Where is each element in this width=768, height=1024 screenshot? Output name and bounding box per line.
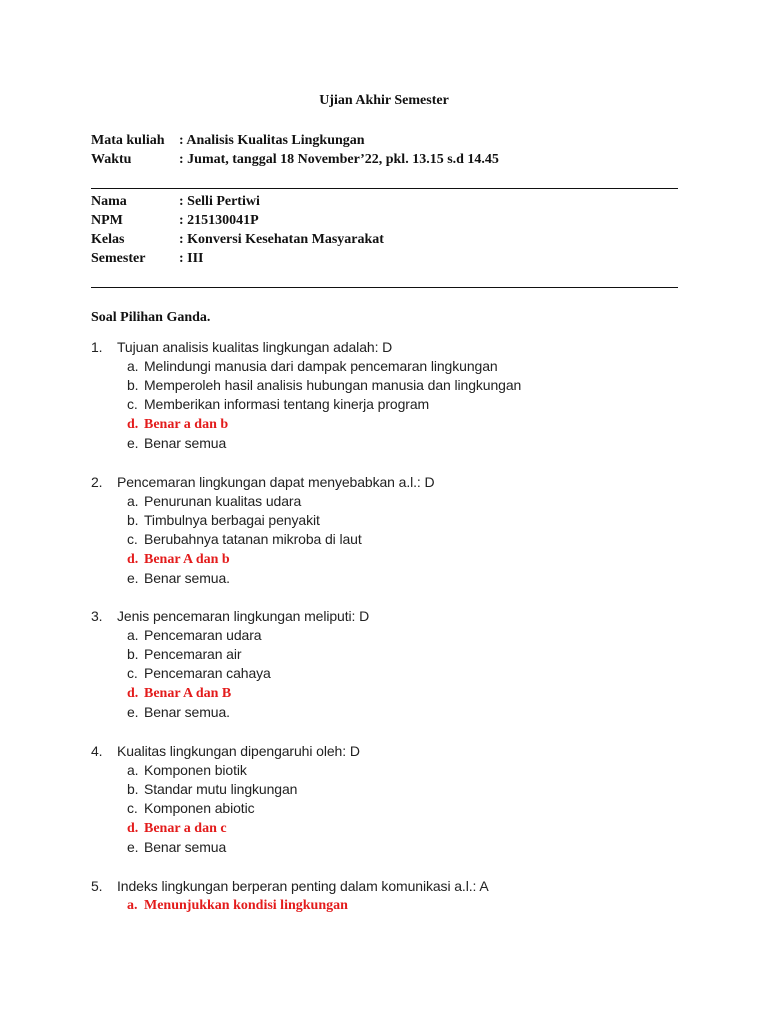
option-b: b. Memperoleh hasil analisis hubungan manusia dan lingkungan (127, 377, 522, 394)
question-1 (91, 338, 691, 453)
option-c: c. Komponen abiotic (127, 800, 255, 817)
option-e: e. Benar semua. (127, 703, 230, 720)
option-a: a. Penurunan kualitas udara (127, 493, 302, 509)
option-b: b. Pencemaran air (127, 646, 242, 663)
semester-label: Semester (91, 251, 146, 266)
course-info (91, 131, 691, 169)
option-e: e. Benar semua (127, 434, 227, 451)
time-row (91, 150, 691, 169)
name-value: : Selli Pertiwi (179, 194, 260, 209)
option-d-selected-answer: d. Benar A dan b (127, 551, 230, 567)
option-c: c. Memberikan informasi tentang kinerja program (127, 396, 430, 413)
option-b: b. Timbulnya berbagai penyakit (127, 512, 320, 529)
semester-value: : III (179, 251, 204, 266)
question-number: 4. (91, 743, 103, 759)
question-prompt: Jenis pencemaran lingkungan meliputi: D (117, 608, 370, 624)
time-value: : Jumat, tanggal 18 November’22, pkl. 13.15 s.d 14.45 (179, 152, 499, 167)
question-text (91, 473, 691, 492)
option-e: e. Benar semua. (127, 569, 230, 586)
question-2 (91, 473, 691, 588)
question-text (91, 742, 691, 761)
divider-bottom (91, 287, 678, 288)
question-text (91, 338, 691, 357)
option-a-selected-answer: a. Menunjukkan kondisi lingkungan (127, 898, 348, 913)
name-label: Nama (91, 194, 127, 209)
option-d-selected-answer: d. Benar a dan c (127, 820, 227, 836)
document-title: Ujian Akhir Semester (319, 93, 449, 108)
question-prompt: Indeks lingkungan berperan penting dalam komunikasi a.l.: A (117, 878, 489, 894)
npm-row (91, 211, 691, 230)
option-d-selected-answer: d. Benar a dan b (127, 416, 229, 432)
option-b: b. Standar mutu lingkungan (127, 781, 298, 798)
question-prompt: Kualitas lingkungan dipengaruhi oleh: D (117, 743, 360, 759)
course-row (91, 131, 691, 150)
class-label: Kelas (91, 232, 125, 247)
option-d-selected-answer: d. Benar A dan B (127, 685, 232, 701)
question-5 (91, 877, 691, 915)
question-number: 3. (91, 608, 103, 624)
time-label: Waktu (91, 152, 132, 167)
question-4 (91, 742, 691, 857)
option-a: a. Komponen biotik (127, 762, 247, 778)
course-value: : Analisis Kualitas Lingkungan (179, 133, 365, 148)
option-e: e. Benar semua (127, 838, 227, 855)
class-row (91, 230, 691, 249)
section-heading: Soal Pilihan Ganda. (91, 310, 211, 325)
question-text (91, 877, 691, 896)
question-text (91, 607, 691, 626)
npm-label: NPM (91, 213, 123, 228)
option-c: c. Berubahnya tatanan mikroba di laut (127, 531, 362, 548)
student-info (91, 192, 691, 268)
question-number: 1. (91, 339, 103, 355)
npm-value: : 215130041P (179, 213, 259, 228)
question-prompt: Pencemaran lingkungan dapat menyebabkan a.l.: D (117, 474, 435, 490)
option-c: c. Pencemaran cahaya (127, 665, 271, 682)
question-prompt: Tujuan analisis kualitas lingkungan adalah: D (117, 339, 393, 355)
course-label: Mata kuliah (91, 133, 165, 148)
option-a: a. Pencemaran udara (127, 627, 262, 643)
question-number: 5. (91, 878, 103, 894)
name-row (91, 192, 691, 211)
question-3 (91, 607, 691, 722)
class-value: : Konversi Kesehatan Masyarakat (179, 232, 384, 247)
divider-top (91, 188, 678, 189)
question-number: 2. (91, 474, 103, 490)
option-a: a. Melindungi manusia dari dampak pencemaran lingkungan (127, 358, 498, 374)
semester-row (91, 249, 691, 268)
